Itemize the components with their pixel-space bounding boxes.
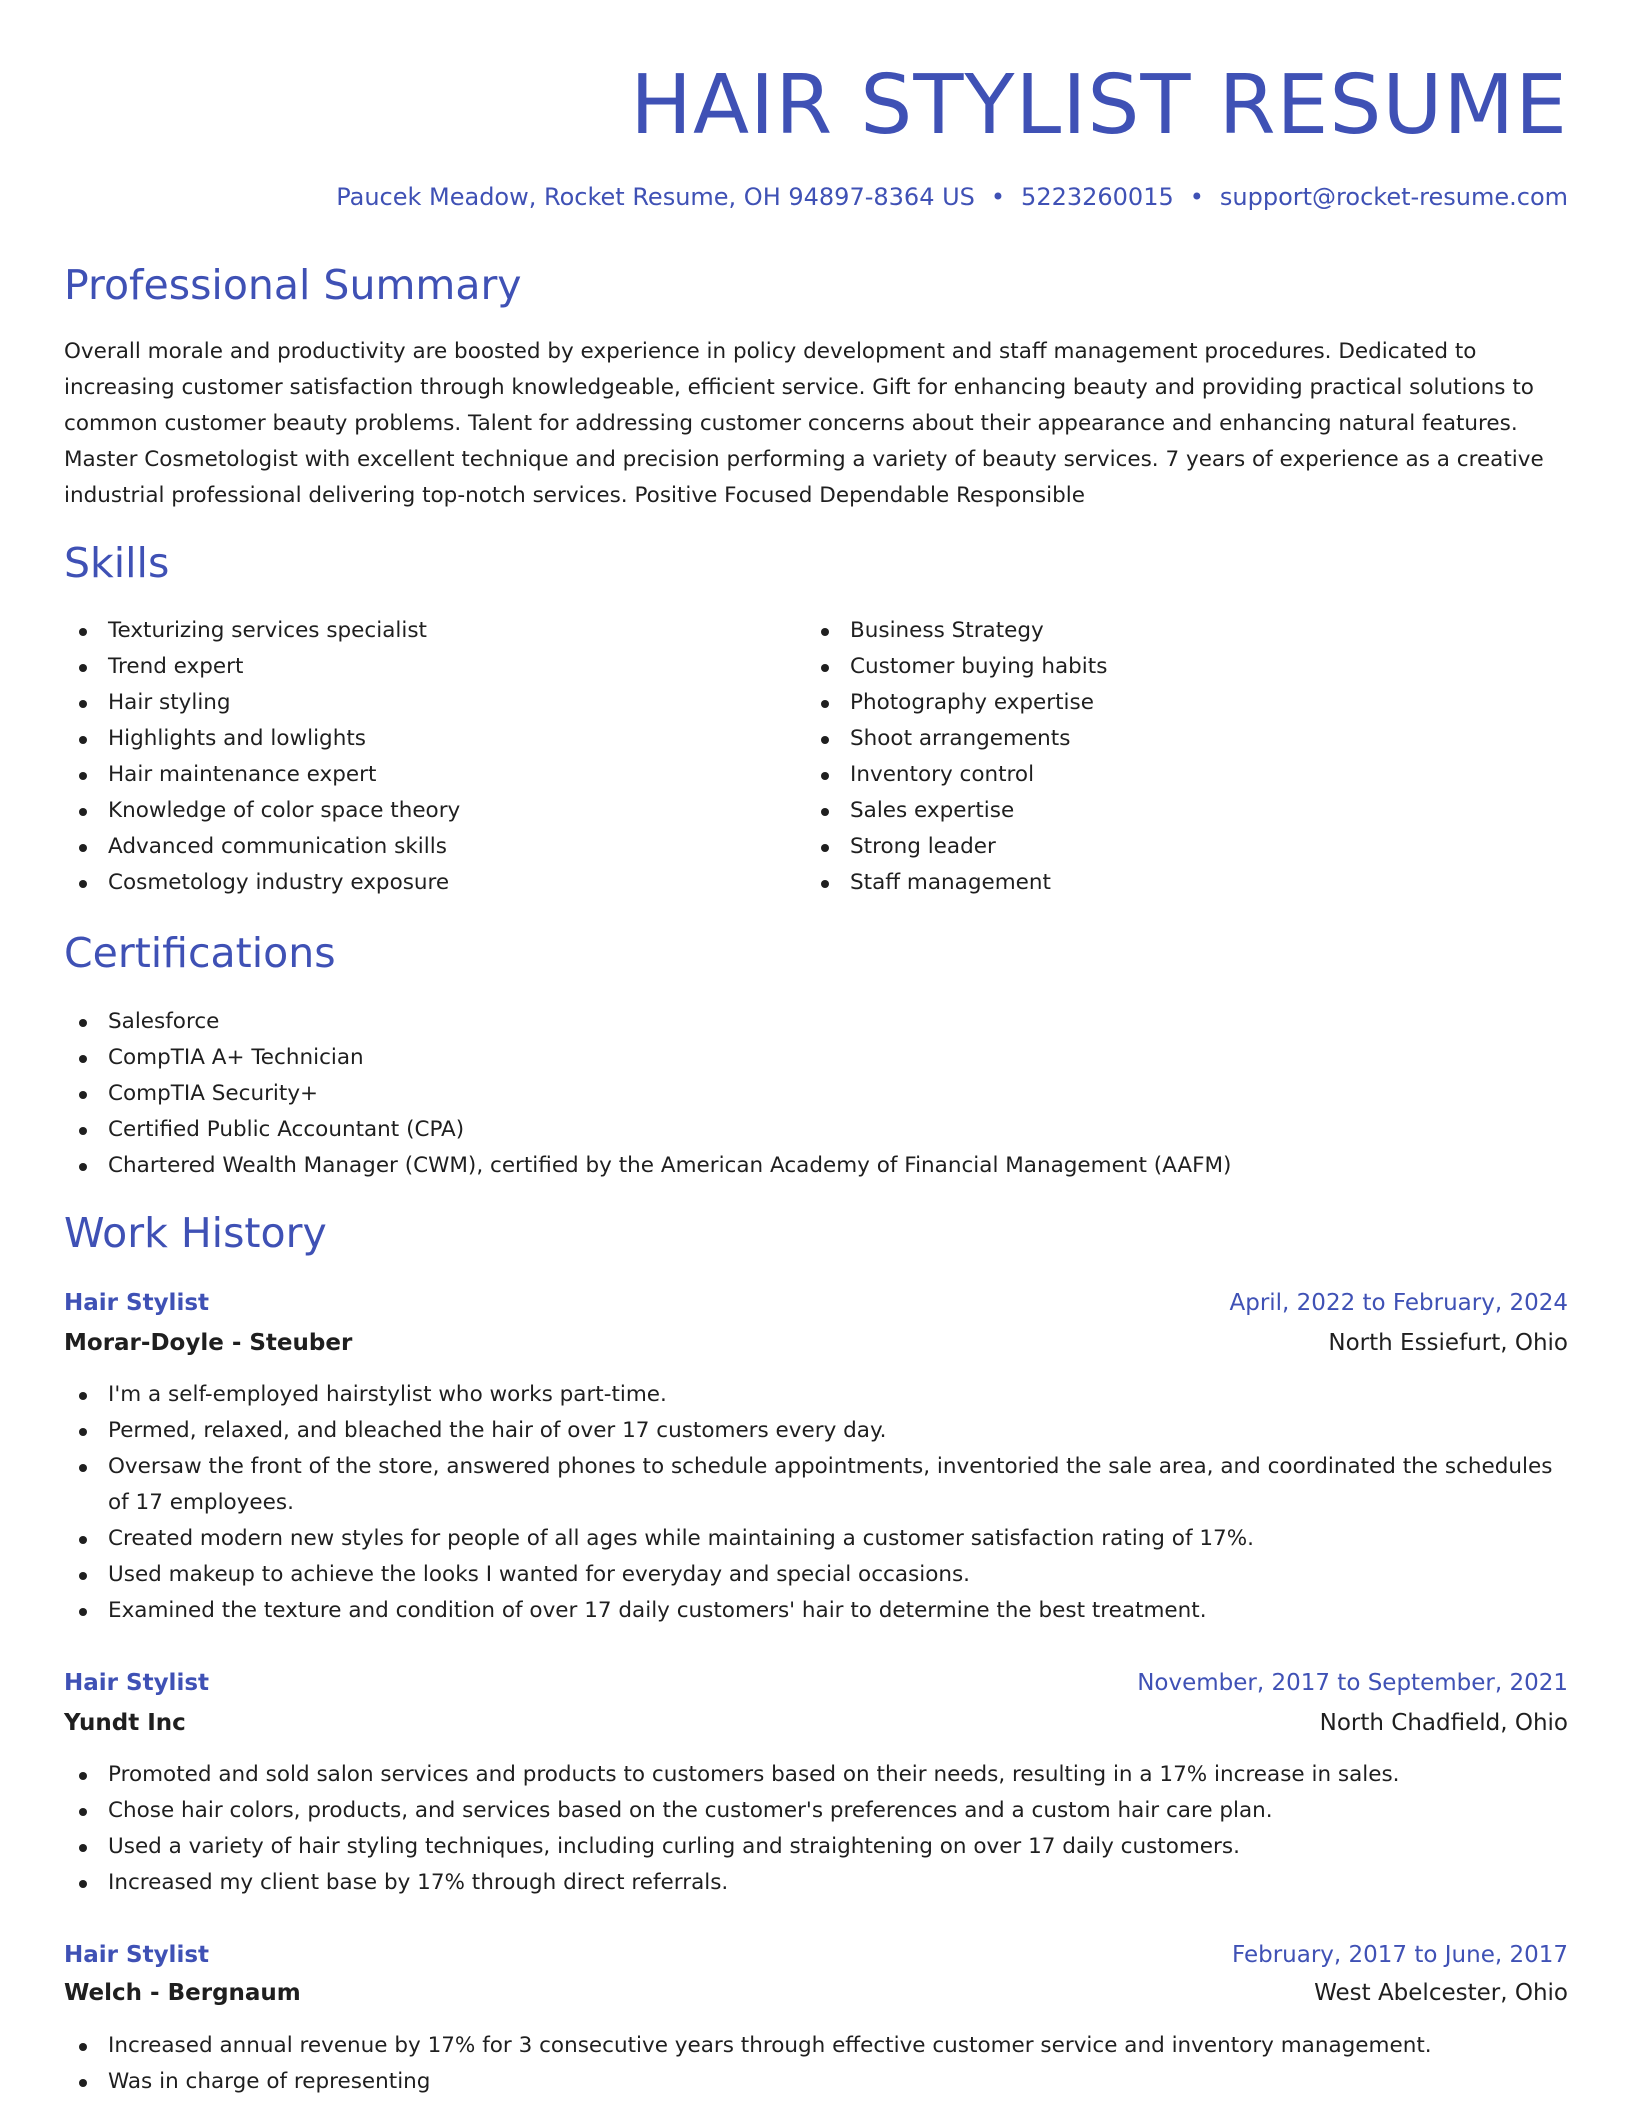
- contact-phone: 5223260015: [1021, 183, 1174, 211]
- job-duty-item: Promoted and sold salon services and products to customers based on their needs, resulting in a 17% increase in sales.: [64, 1757, 1568, 1793]
- contact-address: Paucek Meadow, Rocket Resume, OH 94897-8364 US: [336, 183, 975, 211]
- skill-item: Hair styling: [64, 685, 764, 721]
- skill-item: Business Strategy: [806, 613, 1506, 649]
- job-dates: April, 2022 to February, 2024: [1229, 1290, 1568, 1316]
- job-duty-item: I'm a self-employed hairstylist who works part-time.: [64, 1377, 1568, 1413]
- job-company: Welch - Bergnaum: [64, 1980, 301, 2006]
- summary-text: Overall morale and productivity are boosted by experience in policy development and staff management procedures. Dedicated to increasing customer satisfaction through knowledgeable, efficient service. Gift for enhancing beauty and providing practical solutions to common customer beauty problems. Talent for addressing customer concerns about their appearance and enhancing natural features. Master Cosmetologist with excellent technique and precision performing a variety of beauty services. 7 years of experience as a creative industrial professional delivering top-notch services. Positive Focused Dependable Responsible: [64, 339, 1544, 508]
- job-duty-item: Chose hair colors, products, and services based on the customer's preferences and a custom hair care plan.: [64, 1793, 1568, 1829]
- skill-item: Texturizing services specialist: [64, 613, 764, 649]
- job-location: North Essiefurt, Ohio: [1328, 1330, 1568, 1356]
- job-title: Hair Stylist: [64, 1942, 210, 1968]
- skills-list-left: [64, 613, 764, 901]
- skill-item: Knowledge of color space theory: [64, 793, 764, 829]
- job-duties-list: [64, 1757, 1568, 1901]
- job-header: [64, 1285, 1568, 1323]
- job-duty-item: Used makeup to achieve the looks I wanted for everyday and special occasions.: [64, 1557, 1568, 1593]
- job-duty-item: Permed, relaxed, and bleached the hair of over 17 customers every day.: [64, 1413, 1568, 1449]
- job-dates: February, 2017 to June, 2017: [1231, 1942, 1568, 1968]
- summary-heading: Professional Summary: [64, 261, 522, 309]
- contact-email: support@rocket-resume.com: [1219, 183, 1568, 211]
- skill-item: Trend expert: [64, 649, 764, 685]
- job-location: North Chadfield, Ohio: [1319, 1710, 1568, 1736]
- job-header: [64, 1665, 1568, 1703]
- job-duty-item: Oversaw the front of the store, answered phones to schedule appointments, inventoried the sale area, and coordinated the schedules of 17 employees.: [64, 1449, 1568, 1521]
- contact-line: [336, 181, 1568, 213]
- job-company-row: [64, 1705, 1568, 1743]
- job-duty-item: Was in charge of representing: [64, 2064, 1568, 2100]
- skill-item: Advanced communication skills: [64, 829, 764, 865]
- job-duty-item: Examined the texture and condition of over 17 daily customers' hair to determine the best treatment.: [64, 1593, 1568, 1629]
- job-duty-item: Used a variety of hair styling techniques, including curling and straightening on over 17 daily customers.: [64, 1829, 1568, 1865]
- skill-item: Shoot arrangements: [806, 721, 1506, 757]
- skill-item: Cosmetology industry exposure: [64, 865, 764, 901]
- job-company: Morar-Doyle - Steuber: [64, 1330, 353, 1356]
- certification-item: Chartered Wealth Manager (CWM), certified by the American Academy of Financial Management (AAFM): [64, 1148, 1568, 1184]
- job-dates: November, 2017 to September, 2021: [1137, 1670, 1568, 1696]
- skill-item: Sales expertise: [806, 793, 1506, 829]
- certification-item: CompTIA Security+: [64, 1076, 1568, 1112]
- job-title: Hair Stylist: [64, 1670, 210, 1696]
- skill-item: Hair maintenance expert: [64, 757, 764, 793]
- skill-item: Staff management: [806, 865, 1506, 901]
- job-location: West Abelcester, Ohio: [1314, 1980, 1568, 2006]
- job-title: Hair Stylist: [64, 1290, 210, 1316]
- skills-list-right: [806, 613, 1506, 901]
- job-company: Yundt Inc: [64, 1710, 186, 1736]
- contact-separator: •: [990, 183, 1006, 211]
- job-duty-item: Increased annual revenue by 17% for 3 consecutive years through effective customer service and inventory management.: [64, 2028, 1568, 2064]
- certification-item: Certified Public Accountant (CPA): [64, 1112, 1568, 1148]
- work-history-heading: Work History: [64, 1209, 327, 1257]
- certification-item: Salesforce: [64, 1004, 1568, 1040]
- job-company-row: [64, 1325, 1568, 1363]
- job-duties-list: [64, 1377, 1568, 1629]
- resume-title: HAIR STYLIST RESUME: [630, 58, 1568, 153]
- skill-item: Strong leader: [806, 829, 1506, 865]
- certifications-list: [64, 1004, 1568, 1184]
- skill-item: Customer buying habits: [806, 649, 1506, 685]
- job-duty-item: Created modern new styles for people of all ages while maintaining a customer satisfaction rating of 17%.: [64, 1521, 1568, 1557]
- certifications-heading: Certifications: [64, 929, 336, 977]
- skill-item: Inventory control: [806, 757, 1506, 793]
- job-company-row: [64, 1975, 1568, 2013]
- skill-item: Photography expertise: [806, 685, 1506, 721]
- job-duty-item: Increased my client base by 17% through direct referrals.: [64, 1865, 1568, 1901]
- job-header: [64, 1937, 1568, 1975]
- certification-item: CompTIA A+ Technician: [64, 1040, 1568, 1076]
- contact-separator: •: [1189, 183, 1204, 211]
- job-duties-list: [64, 2028, 1568, 2100]
- skills-heading: Skills: [64, 539, 170, 587]
- skill-item: Highlights and lowlights: [64, 721, 764, 757]
